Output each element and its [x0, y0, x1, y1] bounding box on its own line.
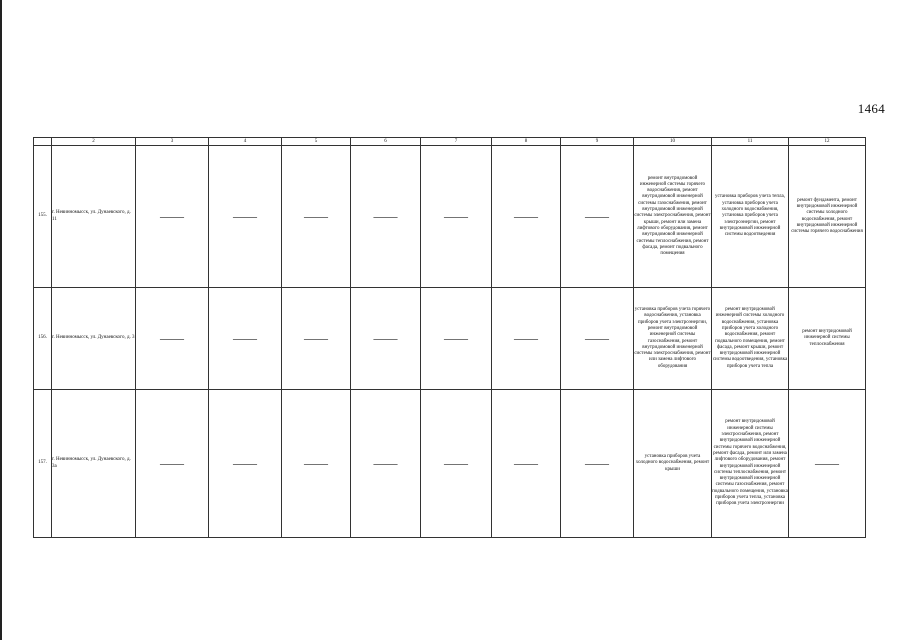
- empty-dash: ——: [585, 208, 609, 223]
- empty-dash: ——: [233, 208, 257, 223]
- header-cell-6: 6: [351, 138, 421, 146]
- left-margin-line: [0, 0, 2, 640]
- row-number: 155.: [34, 146, 52, 288]
- empty-dash: ——: [815, 455, 839, 470]
- table-row: [34, 390, 866, 538]
- table-row: [34, 288, 866, 390]
- empty-dash: ——: [444, 208, 468, 223]
- empty-dash: ——: [304, 330, 328, 345]
- work-cell-col10: установка приборов учета холодного водоснабжения, ремонт крыши: [634, 390, 712, 538]
- empty-dash: ——: [160, 330, 184, 345]
- empty-dash: ——: [304, 455, 328, 470]
- row-number: 157.: [34, 390, 52, 538]
- header-cell-1: [34, 138, 52, 146]
- empty-dash: ——: [233, 330, 257, 345]
- row-address: г. Невинномысск, ул. Дунаевского, д. 11: [52, 146, 136, 288]
- empty-dash: ——: [373, 208, 398, 223]
- row-number: 156.: [34, 288, 52, 390]
- header-row: [34, 138, 866, 146]
- empty-dash: ——: [373, 455, 398, 470]
- work-cell-col11: ремонт внутридомовой инженерной системы холодного водоснабжения, установка приборов учета холодного водоснабжения, ремонт подвального помещения, ремонт фасада, ремонт крыши, ремонт внутридомовой инженерной системы водоотведения, установка приборов учета тепла: [712, 288, 789, 390]
- empty-dash: ——: [373, 330, 398, 345]
- work-cell-col10: установка приборов учета горячего водоснабжения, установка приборов учета электроэнергии, ремонт внутридомовой инженерной системы газоснабжения, ремонт внутридомовой инженерной системы электроснабжения, ремонт или замена лифтового оборудования: [634, 288, 712, 390]
- empty-dash: ——: [514, 208, 538, 223]
- row-address: г. Невинномысск, ул. Дунаевского, д. 3: [52, 288, 136, 390]
- header-cell-7: 7: [421, 138, 492, 146]
- header-cell-4: 4: [209, 138, 282, 146]
- header-cell-8: 8: [492, 138, 561, 146]
- header-cell-9: 9: [561, 138, 634, 146]
- empty-dash: ——: [233, 455, 257, 470]
- empty-dash: ——: [444, 455, 468, 470]
- header-cell-3: 3: [136, 138, 209, 146]
- empty-dash: ——: [160, 208, 184, 223]
- work-cell-col11: установка приборов учета тепла, установка приборов учета холодного водоснабжения, установка приборов учета электроэнергии, ремонт внутридомовой инженерной системы водоотведения: [712, 146, 789, 288]
- header-cell-12: 12: [789, 138, 866, 146]
- header-cell-5: 5: [282, 138, 351, 146]
- empty-dash: ——: [444, 330, 468, 345]
- header-cell-2: 2: [52, 138, 136, 146]
- page-number: 1464: [857, 101, 885, 116]
- empty-dash: ——: [514, 455, 538, 470]
- work-cell-col11: ремонт внутридомовой инженерной системы электроснабжения, ремонт внутридомовой инженерной системы горячего водоснабжения, ремонт фасада, ремонт или замена лифтового оборудования, ремонт внутридомовой инженерной системы теплоснабжения, ремонт внутридомовой инженерной системы газоснабжения, ремонт подвального помещения, установка приборов учета тепла, установка приборов учета электроэнергии: [712, 390, 789, 538]
- header-cell-10: 10: [634, 138, 712, 146]
- row-address: г. Невинномысск, ул. Дунаевского, д. 3а: [52, 390, 136, 538]
- empty-dash: ——: [304, 208, 328, 223]
- empty-dash: ——: [585, 330, 609, 345]
- empty-dash: ——: [514, 330, 538, 345]
- repair-schedule-table: [33, 137, 866, 538]
- header-cell-11: 11: [712, 138, 789, 146]
- work-cell-col12: ремонт внутридомовой инженерной системы теплоснабжения: [789, 288, 866, 390]
- empty-dash: ——: [585, 455, 609, 470]
- empty-dash: ——: [160, 455, 184, 470]
- work-cell-col10: ремонт внутридомовой инженерной системы горячего водоснабжения, ремонт внутридомовой инженерной системы газоснабжения, ремонт внутридомовой инженерной системы электроснабжения, ремонт крыши, ремонт или замена лифтового оборудования, ремонт внутридомовой инженерной системы теплоснабжения, ремонт фасада, ремонт подвального помещения: [634, 146, 712, 288]
- table-row: [34, 146, 866, 288]
- work-cell-col12: ремонт фундамента, ремонт внутридомовой инженерной системы холодного водоснабжения, ремонт внутридомовой инженерной системы горячего водоснабжения: [789, 146, 866, 288]
